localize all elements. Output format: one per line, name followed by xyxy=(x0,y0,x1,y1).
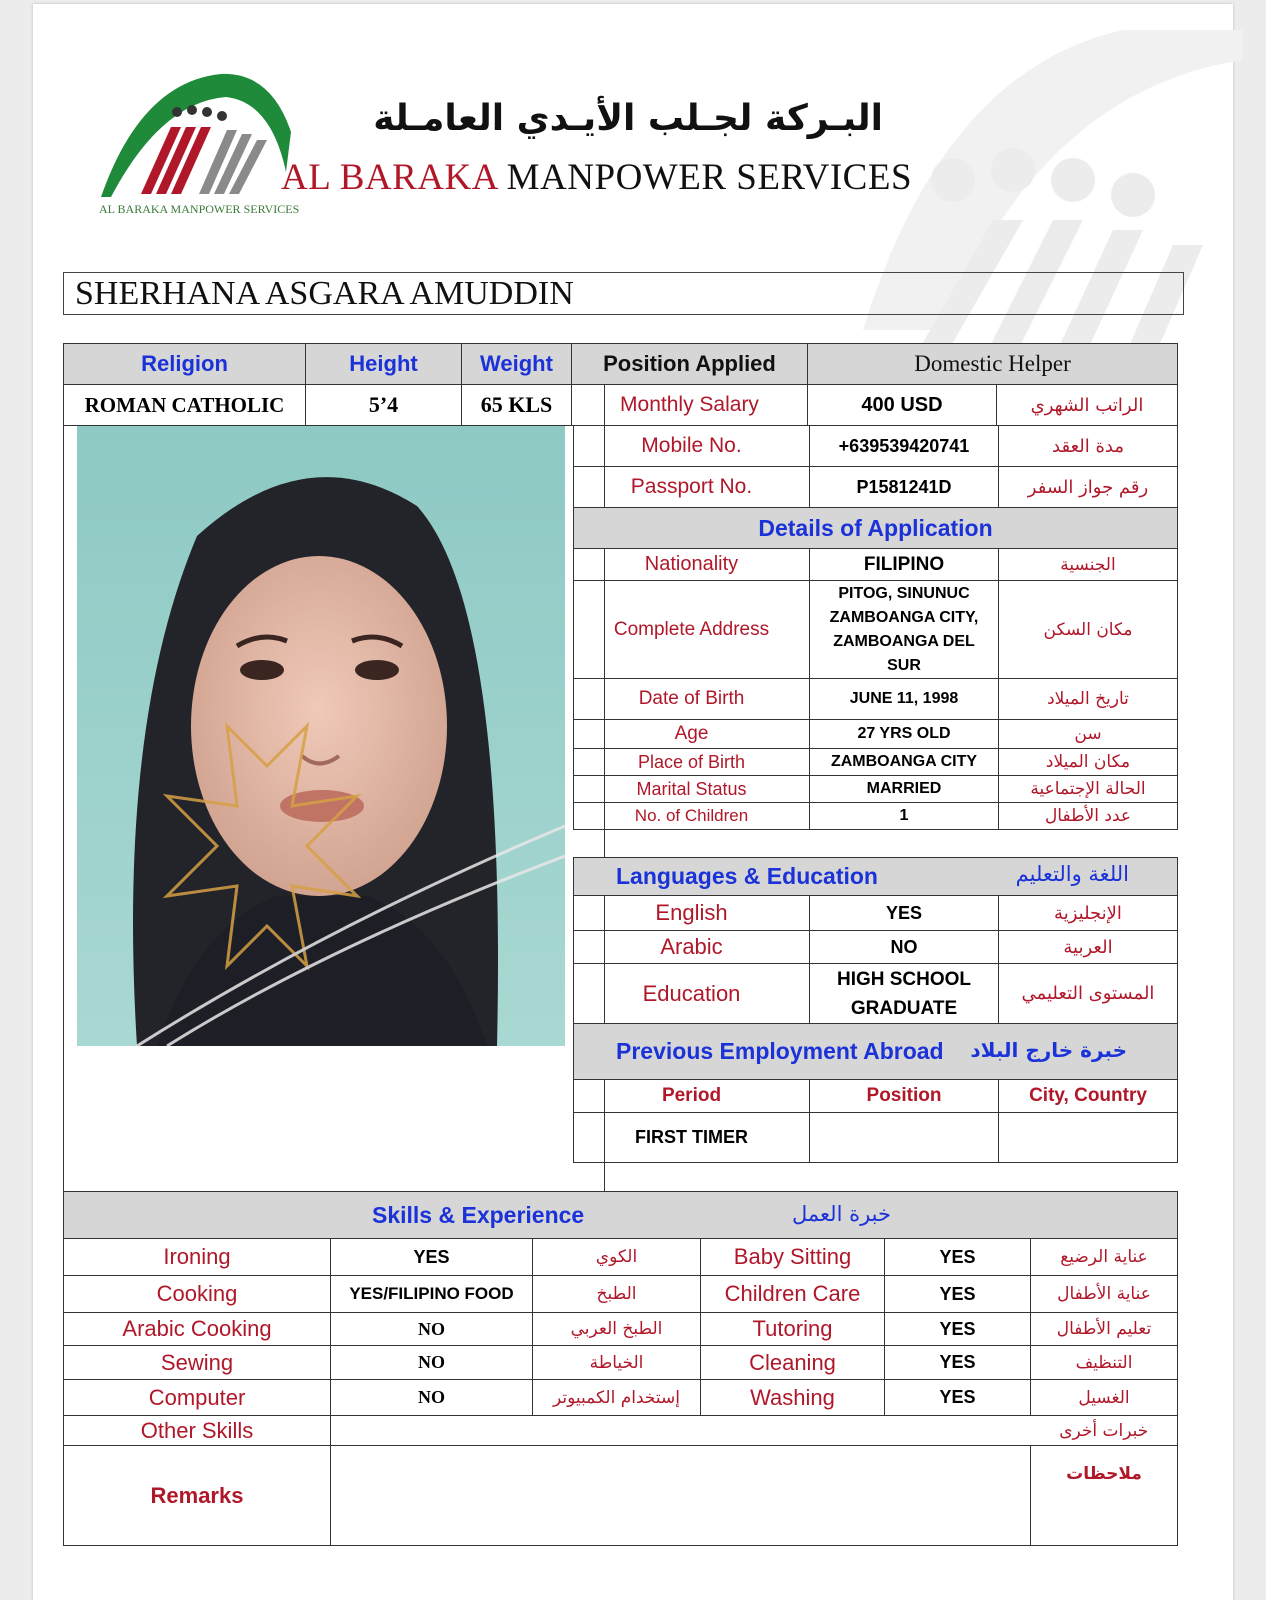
dob-arabic: تاريخ الميلاد xyxy=(999,679,1178,720)
remarks-value xyxy=(331,1446,1031,1546)
skill-washing-value: YES xyxy=(885,1380,1031,1416)
passport-value: P1581241D xyxy=(810,467,999,508)
period-header: Period xyxy=(574,1080,810,1113)
employment-title: Previous Employment Abroad xyxy=(616,1038,944,1064)
nationality-label: Nationality xyxy=(574,549,810,581)
skill-sewing-arabic: الخياطة xyxy=(533,1346,701,1380)
religion-value: ROMAN CATHOLIC xyxy=(64,385,306,426)
employment-header xyxy=(574,1024,1178,1080)
skill-ironing-label: Ironing xyxy=(64,1239,331,1276)
skill-cooking-value: YES/FILIPINO FOOD xyxy=(331,1276,533,1313)
height-value: 5’4 xyxy=(306,385,462,426)
skill-sewing-label: Sewing xyxy=(64,1346,331,1380)
skill-computer-value: NO xyxy=(331,1380,533,1416)
other-skills-label: Other Skills xyxy=(64,1416,331,1446)
passport-label: Passport No. xyxy=(574,467,810,508)
brand-name-red: AL BARAKA xyxy=(281,157,497,198)
skills-title: Skills & Experience xyxy=(372,1201,585,1228)
salary-arabic: الراتب الشهري xyxy=(997,385,1178,426)
children-value: 1 xyxy=(810,803,999,830)
religion-label: Religion xyxy=(64,344,306,385)
skill-childcare-arabic: عناية الأطفال xyxy=(1031,1276,1178,1313)
brand-name-rest: MANPOWER SERVICES xyxy=(496,157,913,198)
skill-washing-label: Washing xyxy=(701,1380,885,1416)
languages-table xyxy=(573,857,1178,1163)
skill-ironing-value: YES xyxy=(331,1239,533,1276)
dob-label: Date of Birth xyxy=(574,679,810,720)
children-label: No. of Children xyxy=(574,803,810,830)
details-title: Details of Application xyxy=(574,508,1178,549)
skill-cleaning-value: YES xyxy=(885,1346,1031,1380)
skill-babysitting-arabic: عناية الرضيع xyxy=(1031,1239,1178,1276)
city-header: City, Country xyxy=(999,1080,1178,1113)
candidate-name: SHERHANA ASGARA AMUDDIN xyxy=(63,272,1184,315)
address-arabic: مكان السكن xyxy=(999,581,1178,679)
weight-value: 65 KLS xyxy=(462,385,572,426)
arabic-label: Arabic xyxy=(574,931,810,964)
other-skills-arabic: خبرات أخرى xyxy=(1031,1416,1178,1446)
dob-value: JUNE 11, 1998 xyxy=(810,679,999,720)
skill-computer-arabic: إستخدام الكمبيوتر xyxy=(533,1380,701,1416)
skills-title-arabic: خبرة العمل xyxy=(792,1202,891,1226)
education-value: HIGH SCHOOL GRADUATE xyxy=(810,964,999,1024)
skill-babysitting-value: YES xyxy=(885,1239,1031,1276)
nationality-value: FILIPINO xyxy=(810,549,999,581)
languages-header xyxy=(574,858,1178,896)
skill-ironing-arabic: الكوي xyxy=(533,1239,701,1276)
cv-page xyxy=(33,4,1233,1600)
age-value: 27 YRS OLD xyxy=(810,720,999,749)
skill-arabic-cooking-label: Arabic Cooking xyxy=(64,1313,331,1346)
skill-arabic-cooking-arabic: الطبخ العربي xyxy=(533,1313,701,1346)
marital-value: MARRIED xyxy=(810,776,999,803)
address-label: Complete Address xyxy=(574,581,810,679)
brand-arabic-text: البـركة لجـلب الأيـدي العامـلة xyxy=(373,98,883,139)
brand-arabic-name xyxy=(283,98,883,139)
skill-washing-arabic: الغسيل xyxy=(1031,1380,1178,1416)
english-arabic: الإنجليزية xyxy=(999,896,1178,931)
skill-babysitting-label: Baby Sitting xyxy=(701,1239,885,1276)
skill-cooking-label: Cooking xyxy=(64,1276,331,1313)
position-label: Position Applied xyxy=(572,344,808,385)
skills-table xyxy=(63,1191,1178,1546)
arabic-arabic: العربية xyxy=(999,931,1178,964)
emp-position-value xyxy=(810,1113,999,1163)
birthplace-value: ZAMBOANGA CITY xyxy=(810,749,999,776)
mobile-value: +639539420741 xyxy=(810,426,999,467)
other-skills-value xyxy=(331,1416,1031,1446)
mobile-label: Mobile No. xyxy=(574,426,810,467)
marital-label: Marital Status xyxy=(574,776,810,803)
weight-label: Weight xyxy=(462,344,572,385)
height-label: Height xyxy=(306,344,462,385)
city-value xyxy=(999,1113,1178,1163)
skill-childcare-value: YES xyxy=(885,1276,1031,1313)
passport-arabic: رقم جواز السفر xyxy=(999,467,1178,508)
salary-label: Monthly Salary xyxy=(572,385,808,426)
nationality-arabic: الجنسية xyxy=(999,549,1178,581)
english-label: English xyxy=(574,896,810,931)
skills-header xyxy=(64,1192,1178,1239)
skill-computer-label: Computer xyxy=(64,1380,331,1416)
employment-title-arabic: خبرة خارج البلاد xyxy=(970,1038,1127,1062)
languages-title: Languages & Education xyxy=(616,863,878,889)
marital-arabic: الحالة الإجتماعية xyxy=(999,776,1178,803)
birthplace-label: Place of Birth xyxy=(574,749,810,776)
education-label: Education xyxy=(574,964,810,1024)
arabic-value: NO xyxy=(810,931,999,964)
brand-english-name xyxy=(281,156,912,199)
salary-value: 400 USD xyxy=(808,385,997,426)
address-value: PITOG, SINUNUC ZAMBOANGA CITY, ZAMBOANGA DEL SUR xyxy=(810,581,999,679)
contact-table xyxy=(573,425,1178,830)
logo-caption: AL BARAKA MANPOWER SERVICES xyxy=(99,202,300,216)
languages-title-arabic: اللغة والتعليم xyxy=(1015,862,1129,886)
candidate-photo xyxy=(77,426,565,1046)
position-value: Domestic Helper xyxy=(808,344,1178,385)
mobile-arabic: مدة العقد xyxy=(999,426,1178,467)
remarks-label: Remarks xyxy=(64,1446,331,1546)
period-value: FIRST TIMER xyxy=(574,1113,810,1163)
birthplace-arabic: مكان الميلاد xyxy=(999,749,1178,776)
remarks-arabic: ملاحظات xyxy=(1031,1446,1178,1546)
age-label: Age xyxy=(574,720,810,749)
english-value: YES xyxy=(810,896,999,931)
skill-tutoring-value: YES xyxy=(885,1313,1031,1346)
skill-sewing-value: NO xyxy=(331,1346,533,1380)
skill-cleaning-arabic: التنظيف xyxy=(1031,1346,1178,1380)
skill-tutoring-label: Tutoring xyxy=(701,1313,885,1346)
skill-cleaning-label: Cleaning xyxy=(701,1346,885,1380)
age-arabic: سن xyxy=(999,720,1178,749)
skill-cooking-arabic: الطبخ xyxy=(533,1276,701,1313)
children-arabic: عدد الأطفال xyxy=(999,803,1178,830)
skill-tutoring-arabic: تعليم الأطفال xyxy=(1031,1313,1178,1346)
emp-position-header: Position xyxy=(810,1080,999,1113)
skill-childcare-label: Children Care xyxy=(701,1276,885,1313)
basic-info-table xyxy=(63,343,1178,426)
education-arabic: المستوى التعليمي xyxy=(999,964,1178,1024)
skill-arabic-cooking-value: NO xyxy=(331,1313,533,1346)
